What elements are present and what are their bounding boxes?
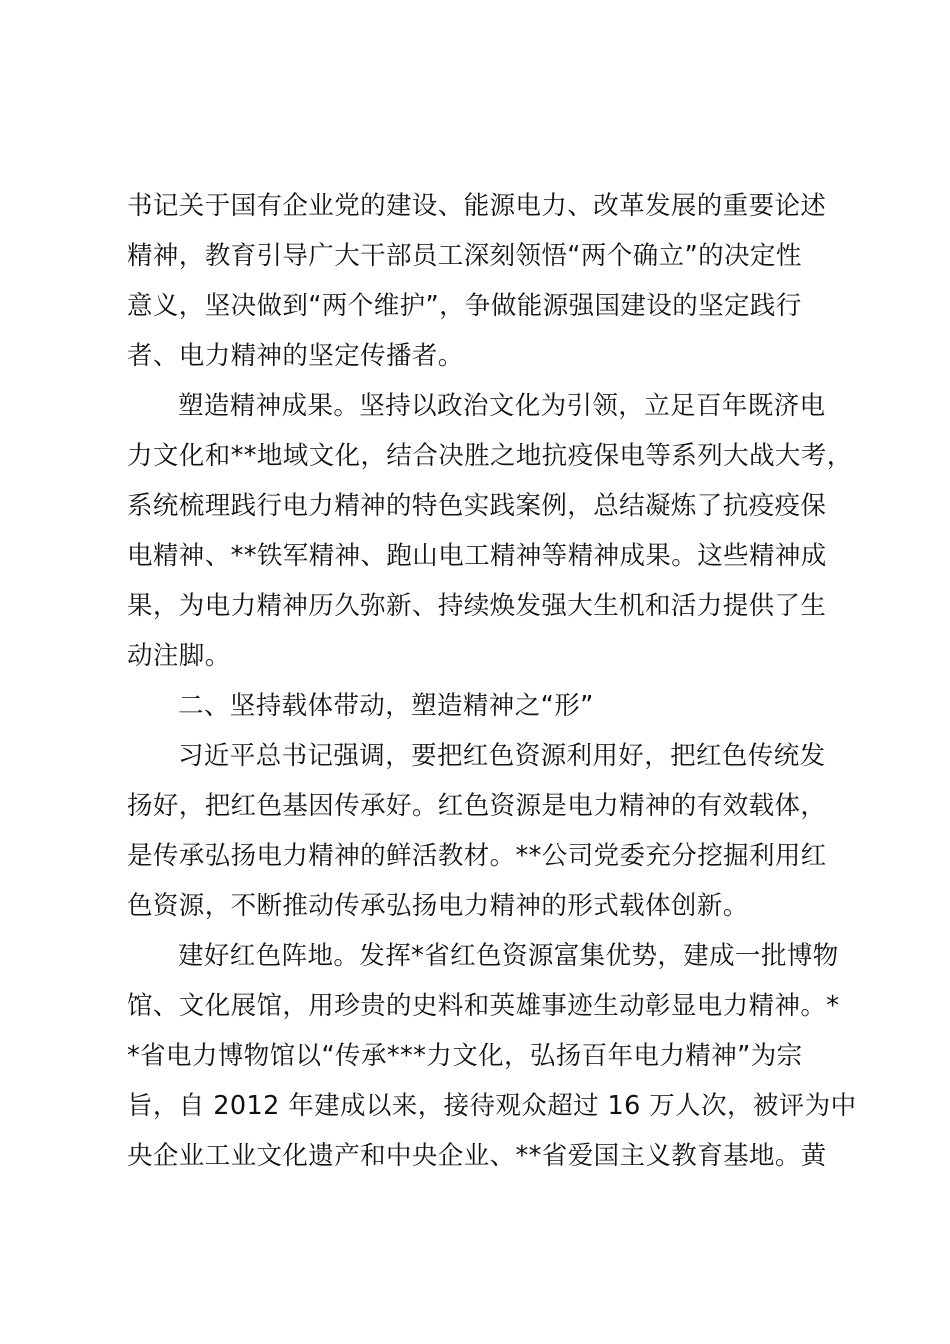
body-text-line: 精神，教育引导广大干部员工深刻领悟“两个确立”的决定性 (127, 241, 802, 271)
body-text-line: 色资源，不断推动传承弘扬电力精神的形式载体创新。 (127, 891, 749, 921)
paragraph-heading-line: 建好红色阵地。发挥*省红色资源富集优势，建成一批博物 (178, 941, 839, 971)
body-text-line: 者、电力精神的坚定传播者。 (127, 341, 464, 371)
section-heading: 二、坚持载体带动，塑造精神之“形” (178, 691, 594, 721)
body-text-line: 果，为电力精神历久弥新、持续焕发强大生机和活力提供了生 (127, 591, 827, 621)
body-text-line: 意义，坚决做到“两个维护”，争做能源强国建设的坚定践行 (127, 291, 802, 321)
body-text-line: 扬好，把红色基因传承好。红色资源是电力精神的有效载体， (127, 791, 827, 821)
body-text-line: 力文化和**地域文化，结合决胜之地抗疫保电等系列大战大考， (127, 441, 853, 471)
body-text-line: 是传承弘扬电力精神的鲜活教材。**公司党委充分挖掘利用红 (127, 841, 827, 871)
body-text-line: 动注脚。 (127, 641, 231, 671)
body-text-line: 馆、文化展馆，用珍贵的史料和英雄事迹生动彰显电力精神。* (127, 991, 840, 1021)
body-text-line: 旨，自 2012 年建成以来，接待观众超过 16 万人次，被评为中 (127, 1091, 857, 1121)
body-text-line: 系统梳理践行电力精神的特色实践案例，总结凝炼了抗疫疫保 (127, 491, 827, 521)
body-text-line: *省电力博物馆以“传承***力文化，弘扬百年电力精神”为宗 (127, 1041, 803, 1071)
paragraph-start-line: 习近平总书记强调，要把红色资源利用好，把红色传统发 (178, 741, 826, 771)
paragraph-heading-line: 塑造精神成果。坚持以政治文化为引领，立足百年既济电 (178, 391, 826, 421)
body-text-line: 电精神、**铁军精神、跑山电工精神等精神成果。这些精神成 (127, 541, 827, 571)
body-text-line: 书记关于国有企业党的建设、能源电力、改革发展的重要论述 (127, 191, 827, 221)
body-text-line: 央企业工业文化遗产和中央企业、**省爱国主义教育基地。黄 (127, 1141, 827, 1171)
